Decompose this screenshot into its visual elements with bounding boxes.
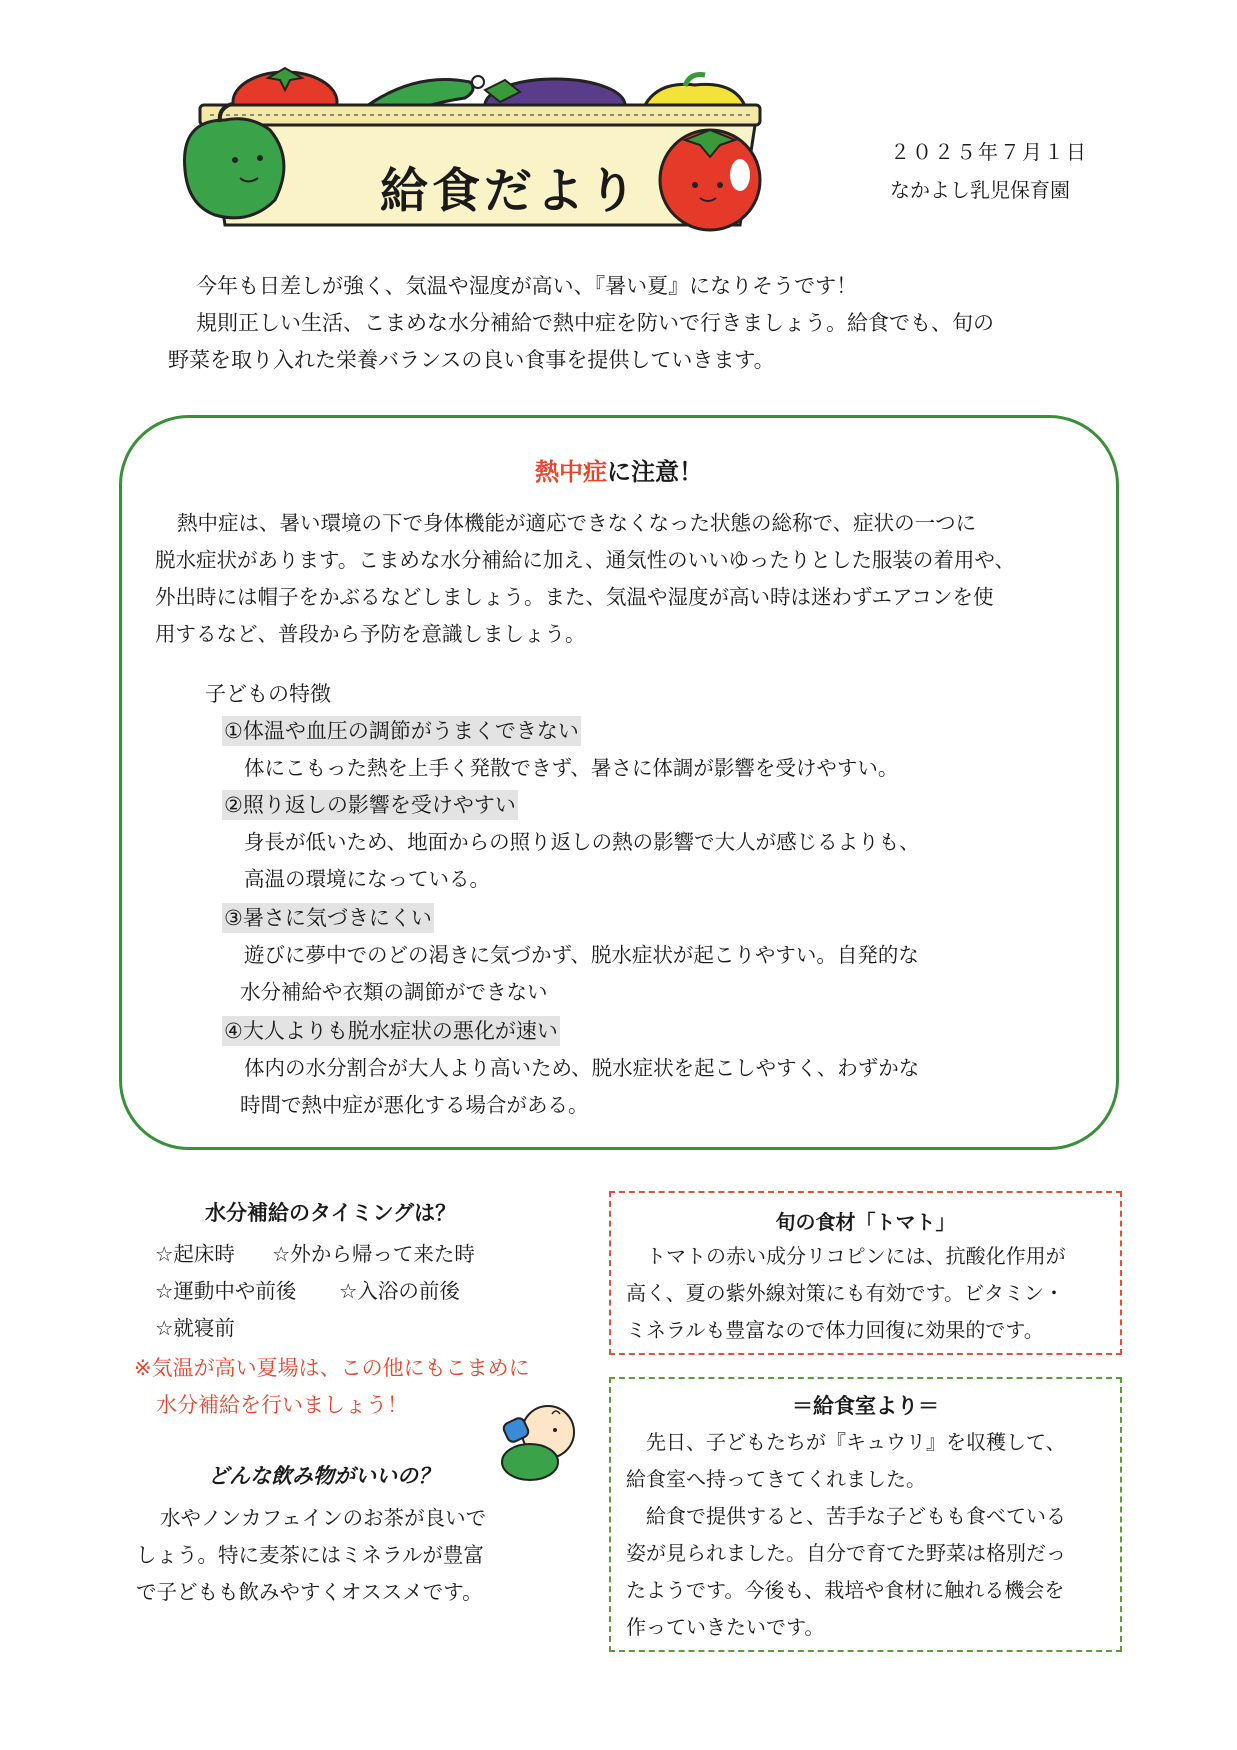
heatstroke-body [155,505,1095,653]
water-note-line: 水分補給を行いましょう！ [156,1393,408,1417]
seasonal-ingredient-title: 旬の食材「トマト」 [775,1210,956,1234]
trait-3-heading: ③暑さに気づきにくい [222,903,434,933]
trait-3-text: 遊びに夢中でのどの渇きに気づかず、脱水症状が起こりやすい。自発的な [244,943,919,967]
organization-name: なかよし乳児保育園 [890,178,1070,202]
seasonal-ingredient-line: 高く、夏の紫外線対策にも有効です。ビタミン・ [626,1281,1064,1305]
water-note-line: ※気温が高い夏場は、この他にもこまめに [134,1356,530,1380]
heatstroke-title [119,452,1119,487]
heatstroke-body-line: 外出時には帽子をかぶるなどしましょう。また、気温や湿度が高い時は迷わずエアコンを使 [155,585,994,609]
trait-3-text: 水分補給や衣類の調節ができない [240,980,548,1004]
water-timing-title: 水分補給のタイミングは？ [205,1201,457,1225]
trait-4-text: 体内の水分割合が大人より高いため、脱水症状を起こしやすく、わずかな [244,1056,920,1080]
trait-2-text: 身長が低いため、地面からの照り返しの熱の影響で大人が感じるよりも、 [244,830,920,854]
kitchen-message-title: ＝給食室より＝ [792,1394,939,1418]
kitchen-message-body [626,1424,1114,1646]
trait-1-heading: ①体温や血圧の調節がうまくできない [222,716,581,746]
drink-line: しょう。特に麦茶にはミネラルが豊富 [136,1543,484,1567]
drink-line: で子どもも飲みやすくオススメです。 [136,1580,483,1604]
kitchen-message-line: たようです。今後も、栽培や食材に触れる機会を [626,1578,1065,1602]
heatstroke-title-rest: に注意！ [607,458,703,486]
tomato-front-icon [660,130,760,230]
seasonal-ingredient-line: ミネラルも豊富なので体力回復に効果的です。 [626,1318,1044,1342]
drink-body [136,1500,556,1611]
heatstroke-body-line: 脱水症状があります。こまめな水分補給に加え、通気性のいいゆったりとした服装の着用や、 [155,548,1015,572]
water-timing-item: ☆就寝前 [155,1316,235,1340]
kitchen-message-line: 作っていきたいです。 [626,1615,825,1639]
trait-4-text: 時間で熱中症が悪化する場合がある。 [240,1093,589,1117]
trait-4-heading: ④大人よりも脱水症状の悪化が速い [222,1016,560,1046]
trait-2-text: 高温の環境になっている。 [244,867,490,891]
kitchen-message-line: 給食室へ持ってきてくれました。 [626,1467,926,1491]
water-timing-item: ☆外から帰って来た時 [272,1242,475,1266]
trait-1-text: 体にこもった熱を上手く発散できず、暑さに体調が影響を受けやすい。 [244,756,899,780]
issue-date: ２０２５年７月１日 [890,140,1088,164]
drink-line: 水やノンカフェインのお茶が良いで [160,1506,487,1530]
trait-2-heading: ②照り返しの影響を受けやすい [222,790,518,820]
seasonal-ingredient-body [626,1238,1114,1349]
kitchen-message-line: 姿が見られました。自分で育てた野菜は格別だっ [626,1541,1066,1565]
newsletter-title: 給食だより [380,163,641,219]
water-timing-item: ☆起床時 [155,1242,235,1266]
heatstroke-body-line: 熱中症は、暑い環境の下で身体機能が適応できなくなった状態の総称で、症状の一つに [177,511,977,535]
heatstroke-body-line: 用するなど、普段から予防を意識しましょう。 [155,622,586,646]
child-traits-heading: 子どもの特徴 [205,682,331,706]
intro-line-3: 野菜を取り入れた栄養バランスの良い食事を提供していきます。 [168,348,775,372]
heatstroke-title-red: 熱中症 [535,458,607,486]
water-timing-item: ☆入浴の前後 [339,1279,460,1303]
seasonal-ingredient-line: トマトの赤い成分リコピンには、抗酸化作用が [646,1244,1066,1268]
kitchen-message-line: 先日、子どもたちが『キュウリ』を収穫して、 [646,1430,1066,1454]
water-timing-item: ☆運動中や前後 [155,1279,297,1303]
baby-drinking-illustration [490,1400,590,1490]
drink-title: どんな飲み物がいいの？ [208,1464,439,1488]
intro-line-2: 規則正しい生活、こまめな水分補給で熱中症を防いで行きましょう。給食でも、旬の [196,311,994,335]
intro-line-1: 今年も日差しが強く、気温や湿度が高い、『暑い夏』になりそうです！ [196,274,858,298]
kitchen-message-line: 給食で提供すると、苦手な子どもも食べている [646,1504,1066,1528]
intro-text [168,268,1108,379]
